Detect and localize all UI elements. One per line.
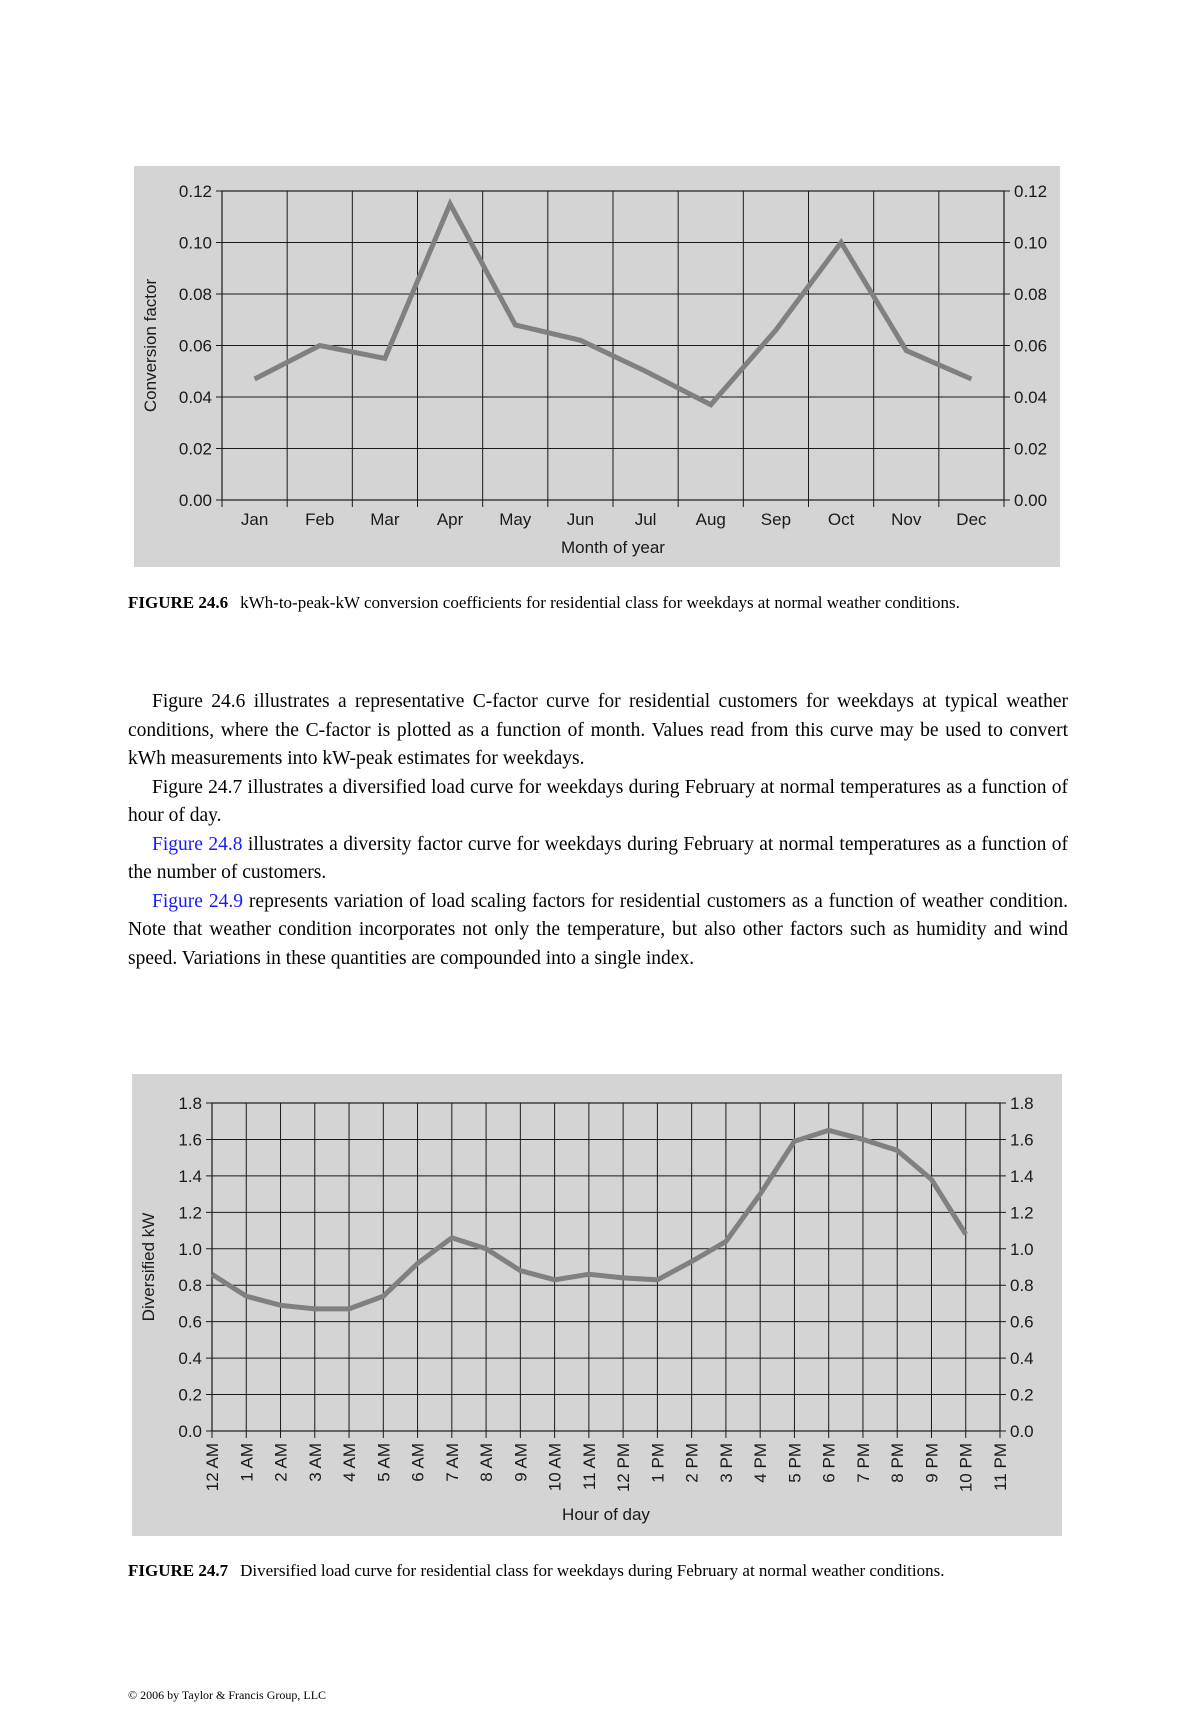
y-tick-label: 1.2 <box>178 1203 202 1223</box>
x-tick-label: 9 PM <box>922 1443 942 1483</box>
x-tick-label: 12 PM <box>614 1443 634 1493</box>
x-tick-label: 8 AM <box>477 1443 497 1482</box>
y-tick-label: 0.02 <box>178 439 212 459</box>
y-tick-label-right: 0.6 <box>1010 1312 1034 1332</box>
x-tick-label: 7 PM <box>853 1443 873 1483</box>
y-tick-label-right: 1.8 <box>1010 1094 1034 1113</box>
figure-24-7-label: FIGURE 24.7 <box>128 1561 229 1580</box>
x-tick-label: Oct <box>827 510 855 529</box>
x-tick-label: 5 AM <box>374 1443 394 1482</box>
x-tick-label: 1 PM <box>648 1443 668 1483</box>
y-tick-label: 0.6 <box>178 1312 202 1332</box>
y-axis-title: Diversified kW <box>139 1212 158 1322</box>
y-tick-label-right: 1.6 <box>1010 1130 1034 1150</box>
x-tick-label: Jul <box>634 510 657 529</box>
y-tick-label-right: 0.06 <box>1014 336 1048 356</box>
x-tick-label: Mar <box>370 510 400 529</box>
body-text <box>128 688 1068 973</box>
x-tick-label: 11 AM <box>579 1443 599 1490</box>
conversion-factor-chart-svg <box>134 166 1060 567</box>
x-tick-label: 1 AM <box>237 1443 257 1482</box>
x-tick-label: Apr <box>436 510 464 529</box>
y-tick-label-right: 1.4 <box>1010 1166 1034 1186</box>
y-tick-label-right: 1.0 <box>1010 1239 1034 1259</box>
y-tick-label-right: 0.08 <box>1014 285 1048 304</box>
y-tick-label-right: 0.12 <box>1014 182 1048 201</box>
y-tick-label-right: 0.02 <box>1014 439 1048 459</box>
y-axis-title: Conversion factor <box>141 278 160 413</box>
y-tick-label-right: 0.8 <box>1010 1276 1034 1296</box>
y-tick-label: 1.8 <box>178 1094 202 1113</box>
x-tick-label: 6 AM <box>408 1443 428 1482</box>
y-tick-label: 0.4 <box>178 1349 202 1369</box>
x-tick-label: 7 AM <box>442 1443 462 1482</box>
y-tick-label: 0.06 <box>178 336 212 356</box>
paragraph-3-text: illustrates a diversity factor curve for weekdays during February at normal temperatures as a function of the number of customers. <box>128 833 1068 883</box>
y-tick-label-right: 0.04 <box>1014 388 1048 407</box>
paragraph-3 <box>128 831 1068 888</box>
figure-24-6-caption-text: kWh-to-peak-kW conversion coefficients for residential class for weekdays at normal weather conditions. <box>240 593 960 612</box>
y-tick-label: 0.00 <box>178 491 212 510</box>
x-tick-label: 12 AM <box>203 1443 222 1492</box>
y-tick-label: 0.2 <box>178 1385 202 1405</box>
paragraph-1: Figure 24.6 illustrates a representative C-factor curve for residential customers for weekdays at typical weather conditions, where the C-factor is plotted as a function of month. Values read from this curve may be used to convert kWh measurements into kW-peak estimates for weekdays. <box>128 691 1068 769</box>
x-tick-label: 5 PM <box>785 1443 805 1483</box>
x-tick-label: Sep <box>760 510 792 529</box>
paragraph-2: Figure 24.7 illustrates a diversified load curve for weekdays during February at normal temperatures as a function of hour of day. <box>128 776 1068 826</box>
y-tick-label: 0.0 <box>178 1422 202 1441</box>
x-tick-label: May <box>499 510 532 529</box>
x-tick-label: 11 PM <box>991 1443 1010 1491</box>
x-tick-label: 3 PM <box>716 1443 736 1483</box>
x-tick-label: Aug <box>695 510 726 529</box>
y-tick-label: 0.08 <box>178 285 212 304</box>
x-tick-label: Jan <box>240 510 269 529</box>
y-tick-label: 0.10 <box>178 233 212 253</box>
figure-24-6-caption <box>128 590 1068 616</box>
plot-frame <box>212 1103 1000 1431</box>
y-tick-label: 0.12 <box>178 182 212 201</box>
x-tick-label: Feb <box>305 510 335 529</box>
y-tick-label-right: 0.4 <box>1010 1349 1034 1369</box>
paragraph-4 <box>128 888 1068 974</box>
x-tick-label: Jun <box>566 510 595 529</box>
paragraph-4-text: represents variation of load scaling factors for residential customers as a function of weather condition. Note that weather condition incorporates not only the temperature, but also other factors such as humidity and wind speed. Variations in these quantities are compounded into a single index. <box>128 890 1068 969</box>
copyright-footer: © 2006 by Taylor & Francis Group, LLC <box>128 1688 327 1702</box>
diversified-load-chart-svg <box>132 1074 1062 1536</box>
x-tick-label: 8 PM <box>888 1443 908 1483</box>
y-tick-label-right: 0.00 <box>1014 491 1048 510</box>
x-tick-label: 10 PM <box>956 1443 976 1493</box>
x-tick-label: 4 PM <box>751 1443 771 1483</box>
x-tick-label: 3 AM <box>305 1443 325 1482</box>
conversion-factor-chart <box>134 166 1060 567</box>
x-tick-label: 2 AM <box>271 1443 291 1482</box>
y-tick-label: 0.04 <box>178 388 212 407</box>
y-tick-label: 1.4 <box>178 1166 202 1186</box>
x-axis-title: Month of year <box>561 538 665 557</box>
x-tick-label: 2 PM <box>682 1443 702 1483</box>
figure-24-6-label: FIGURE 24.6 <box>128 593 229 612</box>
x-tick-label: 10 AM <box>545 1443 565 1492</box>
y-tick-label: 0.8 <box>178 1276 202 1296</box>
y-tick-label: 1.0 <box>178 1239 202 1259</box>
y-tick-label-right: 0.0 <box>1010 1422 1034 1441</box>
figure-24-8-link[interactable]: Figure 24.8 <box>152 833 243 855</box>
figure-24-9-link[interactable]: Figure 24.9 <box>152 890 243 912</box>
figure-24-7-caption <box>128 1558 1068 1584</box>
x-tick-label: Dec <box>956 510 987 529</box>
figure-24-7-caption-text: Diversified load curve for residential class for weekdays during February at normal weather conditions. <box>240 1561 945 1580</box>
x-tick-label: 6 PM <box>819 1443 839 1483</box>
y-tick-label-right: 1.2 <box>1010 1203 1034 1223</box>
y-tick-label-right: 0.2 <box>1010 1385 1034 1405</box>
y-tick-label: 1.6 <box>178 1130 202 1150</box>
x-tick-label: 4 AM <box>340 1443 360 1482</box>
diversified-load-chart <box>132 1074 1062 1536</box>
y-tick-label-right: 0.10 <box>1014 233 1048 253</box>
x-tick-label: 9 AM <box>511 1443 531 1482</box>
x-tick-label: Nov <box>891 510 922 529</box>
x-axis-title: Hour of day <box>562 1505 650 1524</box>
